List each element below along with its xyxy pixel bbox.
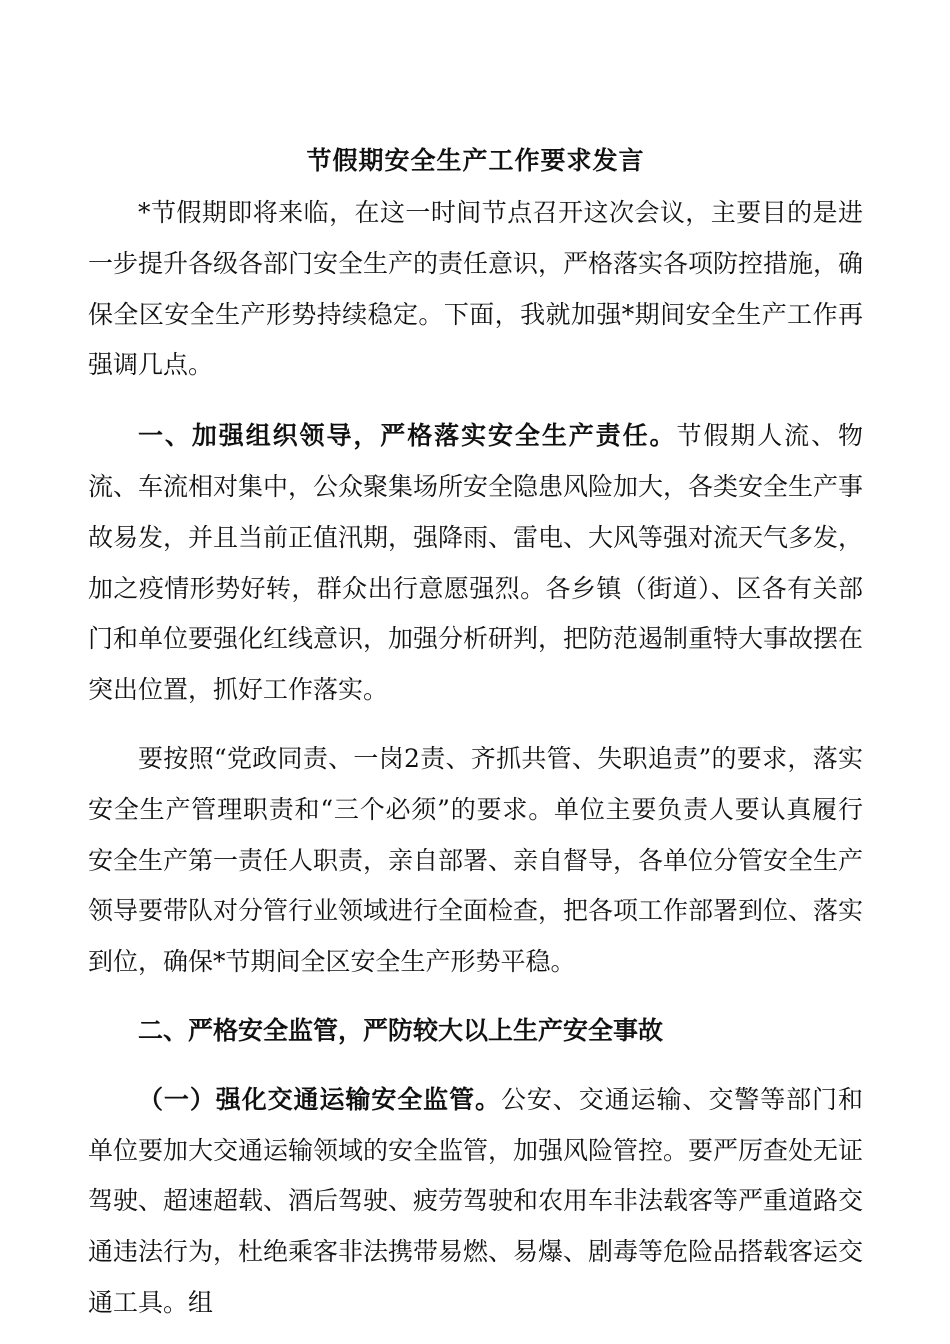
section2-sub1-body: 公安、交通运输、交警等部门和单位要加大交通运输领域的安全监管，加强风险管控。要严厉查处无证驾驶、超速超载、酒后驾驶、疲劳驾驶和农用车非法载客等严重道路交通违法行为，杜绝乘客非法携带易燃、易爆、剧毒等危险品搭载客运交通工具。组 [88,1084,864,1317]
paragraph-gap [88,1057,863,1075]
section2-sub1-paragraph [88,1075,863,1329]
intro-paragraph: *节假期即将来临，在这一时间节点召开这次会议，主要目的是进一步提升各级各部门安全生产的责任意识，严格落实各项防控措施，确保全区安全生产形势持续稳定。下面，我就加强*期间安全生产工作再强调几点。 [88,198,864,380]
section2-heading: 二、严格安全监管，严防较大以上生产安全事故 [138,1015,664,1045]
section1-paragraph [88,411,863,716]
document-body [88,136,863,1329]
paragraph-gap [88,988,863,1006]
section2-sub1-heading: （一）强化交通运输安全监管。 [138,1084,501,1114]
document-title: 节假期安全生产工作要求发言 [306,146,645,175]
section1-heading: 一、加强组织领导，严格落实安全生产责任。 [138,421,677,451]
paragraph-gap [88,391,863,411]
paragraph-gap [88,716,863,734]
section1-body: 节假期人流、物流、车流相对集中，公众聚集场所安全隐患风险加大，各类安全生产事故易发，并且当前正值汛期，强降雨、雷电、大风等强对流天气多发，加之疫情形势好转，群众出行意愿强烈。各乡镇（街道）、区各有关部门和单位要强化红线意识，加强分析研判，把防范遏制重特大事故摆在突出位置，抓好工作落实。 [88,421,864,705]
section1-paragraph-2: 要按照“党政同责、一岗2责、齐抓共管、失职追责”的要求，落实安全生产管理职责和“三个必须”的要求。单位主要负责人要认真履行安全生产第一责任人职责，亲自部署、亲自督导，各单位分管安全生产领导要带队对分管行业领域进行全面检查，把各项工作部署到位、落实到位，确保*节期间全区安全生产形势平稳。 [88,743,864,977]
